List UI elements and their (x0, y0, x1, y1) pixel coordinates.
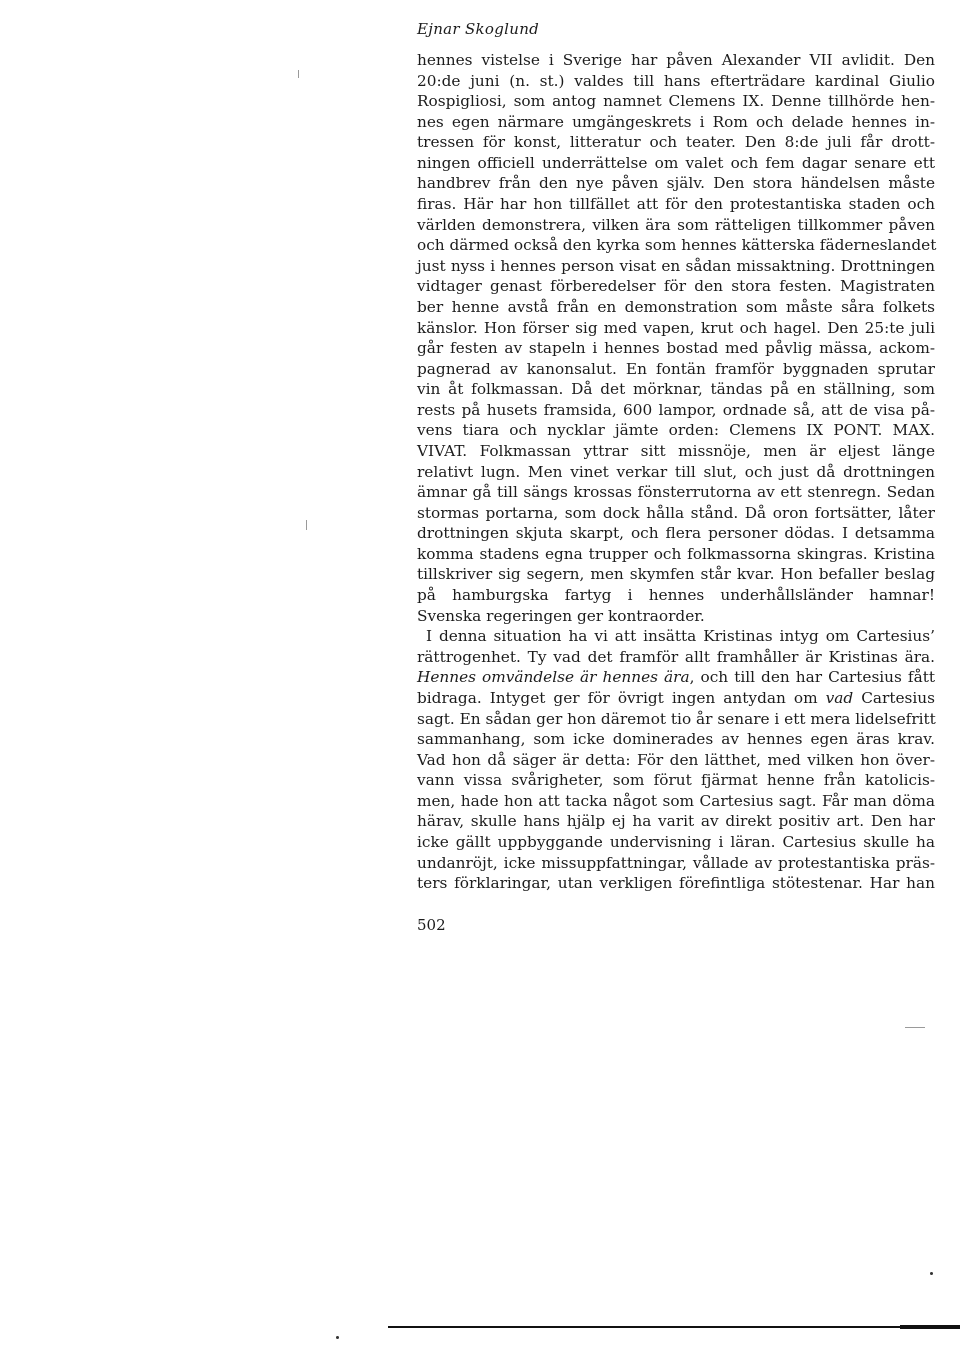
text-line: känslor. Hon förser sig med vapen, krut och hagel. Den 25:te juli (417, 318, 935, 337)
page-edge-rule-thick (900, 1325, 960, 1329)
text-line: firas. Här har hon tillfället att för den protestantiska staden och (417, 195, 935, 214)
text-line: härav, skulle hans hjälp ej ha varit av direkt positiv art. Den har (417, 812, 935, 831)
text-line: relativt lugn. Men vinet verkar till slut, och just då drottningen (417, 462, 935, 481)
text-line: nes egen närmare umgängeskrets i Rom och delade hennes in- (417, 112, 935, 131)
page-edge-rule (388, 1326, 960, 1328)
text-line: VIVAT. Folkmassan yttrar sitt missnöje, men är eljest länge (417, 441, 935, 460)
text-line: undanröjt, icke missuppfattningar, vållade av protestantiska präs- (417, 853, 935, 872)
text-line: just nyss i hennes person visat en sådan missaktning. Drottningen (417, 256, 935, 275)
scan-speck (930, 1272, 933, 1275)
running-head: Ejnar Skoglund (417, 20, 540, 38)
text-line: tillskriver sig segern, men skymfen står kvar. Hon befaller beslag (417, 565, 935, 584)
text-line: vin åt folkmassan. Då det mörknar, tändas på en ställning, som (417, 380, 935, 399)
text-line: ningen officiell underrättelse om valet och fem dagar senare ett (417, 153, 935, 172)
page-number: 502 (417, 916, 446, 934)
text-line: komma stadens egna trupper och folkmassorna skingras. Kristina (417, 544, 935, 563)
text-line: handbrev från den nye påven själv. Den stora händelsen måste (417, 174, 935, 193)
emphasis-phrase: Hennes omvändelse är hennes ära (417, 668, 690, 687)
text-line: rättrogenhet. Ty vad det framför allt framhåller är Kristinas ära. (417, 647, 935, 666)
text-line: stormas portarna, som dock hålla stånd. Då oron fortsätter, låter (417, 503, 935, 522)
paragraph-first-line: I denna situation ha vi att insätta Kristinas intyg om Cartesius’ (426, 627, 935, 646)
text-line: bidraga. Intyget ger för övrigt ingen antydan om vad Cartesius (417, 688, 935, 707)
text-line: världen demonstrera, vilken ära som rätteligen tillkommer påven (417, 215, 935, 234)
scan-speck (905, 1027, 925, 1028)
text-line: hennes vistelse i Sverige har påven Alexander VII avlidit. Den (417, 51, 935, 69)
text-line: sagt. En sådan ger hon däremot tio år senare i ett mera lidelsefritt (417, 709, 936, 728)
text-line: går festen av stapeln i hennes bostad med påvlig mässa, ackom- (417, 339, 935, 358)
text-line: tressen för konst, litteratur och teater. Den 8:de juli får drott- (417, 133, 935, 152)
text-line: drottningen skjuta skarpt, och flera personer dödas. I detsamma (417, 524, 935, 543)
text-line: vens tiara och nycklar jämte orden: Clemens IX PONT. MAX. (417, 421, 935, 440)
emphasis-word: vad (825, 688, 854, 707)
text-line: ämnar gå till sängs krossas fönsterrutorna av ett stenregn. Sedan (417, 483, 935, 502)
text-line: ber henne avstå från en demonstration som måste såra folkets (417, 297, 935, 316)
text-line: vidtager genast förberedelser för den stora festen. Magistraten (417, 277, 935, 296)
text-line: 20:de juni (n. st.) valdes till hans efterträdare kardinal Giulio (417, 71, 935, 90)
text-line: sammanhang, som icke dominerades av hennes egen äras krav. (417, 730, 935, 749)
text-line: icke gällt uppbyggande undervisning i läran. Cartesius skulle ha (417, 832, 935, 851)
text-line: men, hade hon att tacka något som Cartesius sagt. Får man döma (417, 791, 935, 810)
text-line: vann vissa svårigheter, som förut fjärmat henne från katolicis- (417, 771, 935, 790)
text-line: Svenska regeringen ger kontraorder. (417, 606, 705, 625)
text-line: på hamburgska fartyg i hennes underhållsländer hamnar! (417, 586, 935, 605)
margin-speck (306, 520, 307, 530)
scan-speck (336, 1336, 339, 1339)
margin-speck (298, 70, 299, 78)
text-line: ters förklaringar, utan verkligen förefintliga stötestenar. Har han (417, 874, 935, 893)
body-text (417, 50, 935, 894)
text-line: Hennes omvändelse är hennes ära, och till den har Cartesius fått (417, 668, 936, 687)
text-line: Rospigliosi, som antog namnet Clemens IX. Denne tillhörde hen- (417, 92, 935, 111)
text-line: pagnerad av kanonsalut. En fontän framför byggnaden sprutar (417, 359, 935, 378)
text-line: rests på husets framsida, 600 lampor, ordnade så, att de visa på- (417, 400, 935, 419)
text-line: Vad hon då säger är detta: För den lätthet, med vilken hon över- (417, 750, 935, 769)
text-line: och därmed också den kyrka som hennes kätterska fäderneslandet (417, 236, 937, 255)
